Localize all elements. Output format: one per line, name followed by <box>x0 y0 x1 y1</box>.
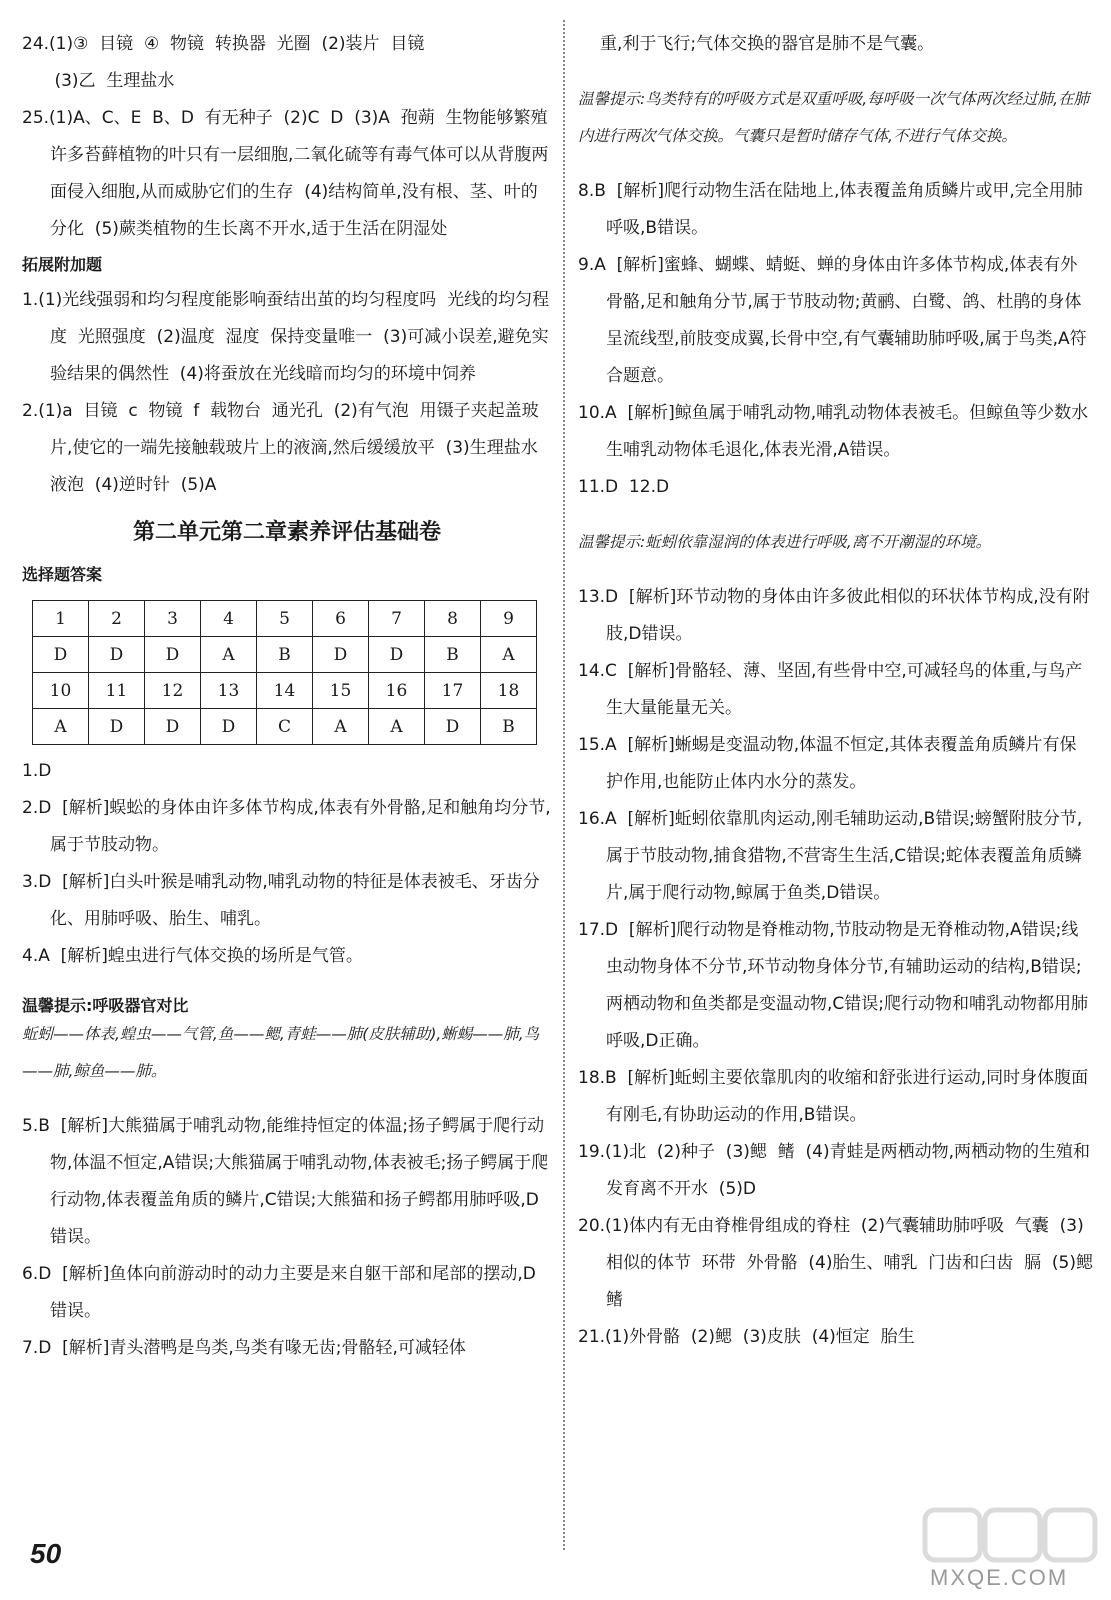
table-cell: 1 <box>33 601 89 637</box>
table-cell: 6 <box>313 601 369 637</box>
choice-answer-table <box>32 600 537 745</box>
table-cell: 12 <box>145 673 201 709</box>
table-cell: 5 <box>257 601 313 637</box>
q2: 2.D [解析]蜈蚣的身体由许多体节构成,体表有外骨骼,足和触角均分节,属于节肢动物。 <box>22 798 551 855</box>
table-cell: 16 <box>369 673 425 709</box>
q9: 9.A [解析]蜜蜂、蝴蝶、蜻蜓、蝉的身体由许多体节构成,体表有外骨骼,足和触角分节,属于节肢动物;黄鹂、白鹭、鸽、杜鹃的身体呈流线型,前肢变成翼,长骨中空,有气囊辅助肺呼吸,属于鸟类,A符合题意。 <box>578 255 1087 386</box>
extension-heading: 拓展附加题 <box>22 255 103 274</box>
answer-25: 25.(1)A、C、E B、D 有无种子 (2)C D (3)A 孢蒴 生物能够繁殖 许多苔藓植物的叶只有一层细胞,二氧化硫等有毒气体可以从背腹两面侵入细胞,从而威胁它们的生存 (4)结构简单,没有根、茎、叶的分化 (5)蕨类植物的生长离不开水,适于生活在阴湿处 <box>22 108 559 239</box>
q16: 16.A [解析]蚯蚓依靠肌肉运动,刚毛辅助运动,B错误;螃蟹附肢分节,属于节肢动物,捕食猎物,不营寄生生活,C错误;蛇体表覆盖角质鳞片,属于爬行动物,鲸属于鱼类,D错误。 <box>578 809 1083 903</box>
q17: 17.D [解析]爬行动物是脊椎动物,节肢动物是无脊椎动物,A错误;线虫动物身体不分节,环节动物身体分节,有辅助运动的结构,B错误;两栖动物和鱼类都是变温动物,C错误;爬行动物和哺乳动物都用肺呼吸,D正确。 <box>578 920 1089 1051</box>
table-cell: A <box>201 637 257 673</box>
table-cell: 8 <box>425 601 481 637</box>
q3: 3.D [解析]白头叶猴是哺乳动物,哺乳动物的特征是体表被毛、牙齿分化、用肺呼吸、胎生、哺乳。 <box>22 872 540 929</box>
table-cell: 4 <box>201 601 257 637</box>
table-cell: C <box>257 709 313 745</box>
table-cell: A <box>313 709 369 745</box>
q1: 1.D <box>22 761 52 781</box>
table-cell: 17 <box>425 673 481 709</box>
table-cell: D <box>369 637 425 673</box>
table-cell: 15 <box>313 673 369 709</box>
table-cell: 2 <box>89 601 145 637</box>
table-cell: D <box>89 637 145 673</box>
q20: 20.(1)体内有无由脊椎骨组成的脊柱 (2)气囊辅助肺呼吸 气囊 (3)相似的体节 环带 外骨骼 (4)胎生、哺乳 门齿和臼齿 膈 (5)鳃 鳍 <box>578 1216 1104 1310</box>
table-cell: 11 <box>89 673 145 709</box>
table-cell: B <box>481 709 537 745</box>
tip-earthworm <box>578 524 1093 561</box>
table-cell: D <box>145 709 201 745</box>
table-cell: 9 <box>481 601 537 637</box>
answer-24-cont: (3)乙 生理盐水 <box>22 71 175 91</box>
left-column <box>22 0 559 1367</box>
tip-body: 温馨提示:蚯蚓依靠湿润的体表进行呼吸,离不开潮湿的环境。 <box>578 533 992 551</box>
table-cell: 18 <box>481 673 537 709</box>
table-cell: 3 <box>145 601 201 637</box>
right-column <box>578 0 1104 1356</box>
unit-title: 第二单元第二章素养评估基础卷 <box>132 520 441 545</box>
tip-bird-breathing <box>578 81 1093 155</box>
table-row <box>33 637 537 673</box>
ext-answer-2: 2.(1)a 目镜 c 物镜 f 载物台 通光孔 (2)有气泡 用镊子夹起盖玻片,使它的一端先接触载玻片上的液滴,然后缓缓放平 (3)生理盐水 液泡 (4)逆时针 (5)A <box>22 401 549 495</box>
table-cell: A <box>369 709 425 745</box>
table-cell: D <box>145 637 201 673</box>
q14: 14.C [解析]骨骼轻、薄、坚固,有些骨中空,可减轻鸟的体重,与鸟产生大量能量无关。 <box>578 661 1083 718</box>
q10: 10.A [解析]鲸鱼属于哺乳动物,哺乳动物体表被毛。但鲸鱼等少数水生哺乳动物体毛退化,体表光滑,A错误。 <box>578 403 1089 460</box>
table-cell: D <box>201 709 257 745</box>
table-cell: A <box>481 637 537 673</box>
table-row <box>33 601 537 637</box>
q8: 8.B [解析]爬行动物生活在陆地上,体表覆盖角质鳞片或甲,完全用肺呼吸,B错误。 <box>578 181 1083 238</box>
answer-24: 24.(1)③ 目镜 ④ 物镜 转换器 光圈 (2)装片 目镜 <box>22 34 425 54</box>
page-number: 50 <box>30 1538 62 1569</box>
tip-body: 蚯蚓——体表,蝗虫——气管,鱼——鳃,青蛙——肺(皮肤辅助),蜥蜴——肺,鸟——肺,鲸鱼——肺。 <box>22 1025 540 1080</box>
table-cell: D <box>89 709 145 745</box>
choice-answers-heading: 选择题答案 <box>22 565 103 584</box>
q6: 6.D [解析]鱼体向前游动时的动力主要是来自躯干部和尾部的摆动,D错误。 <box>22 1264 536 1321</box>
q7-continued: 重,利于飞行;气体交换的器官是肺不是气囊。 <box>600 34 935 54</box>
q11-12: 11.D 12.D <box>578 477 670 497</box>
q15: 15.A [解析]蜥蜴是变温动物,体温不恒定,其体表覆盖角质鳞片有保护作用,也能防止体内水分的蒸发。 <box>578 735 1077 792</box>
table-row <box>33 709 537 745</box>
table-cell: 10 <box>33 673 89 709</box>
q21: 21.(1)外骨骼 (2)鳃 (3)皮肤 (4)恒定 胎生 <box>578 1327 915 1347</box>
q19: 19.(1)北 (2)种子 (3)鳃 鳍 (4)青蛙是两栖动物,两栖动物的生殖和发育离不开水 (5)D <box>578 1142 1090 1199</box>
q7: 7.D [解析]青头潜鸭是鸟类,鸟类有喙无齿;骨骼轻,可减轻体 <box>22 1338 466 1358</box>
table-cell: A <box>33 709 89 745</box>
table-cell: 7 <box>369 601 425 637</box>
table-cell: 13 <box>201 673 257 709</box>
column-divider <box>563 20 565 1550</box>
table-cell: B <box>425 637 481 673</box>
q4: 4.A [解析]蝗虫进行气体交换的场所是气管。 <box>22 946 363 966</box>
watermark-text: MXQE.COM <box>930 1565 1069 1590</box>
tip-body: 温馨提示:鸟类特有的呼吸方式是双重呼吸,每呼吸一次气体两次经过肺,在肺内进行两次气体交换。气囊只是暂时储存气体,不进行气体交换。 <box>578 90 1090 145</box>
table-cell: D <box>425 709 481 745</box>
table-cell: D <box>33 637 89 673</box>
table-cell: 14 <box>257 673 313 709</box>
ext-answer-1: 1.(1)光线强弱和均匀程度能影响蚕结出茧的均匀程度吗 光线的均匀程度 光照强度 (2)温度 湿度 保持变量唯一 (3)可减小误差,避免实验结果的偶然性 (4)将蚕放在光线暗而均匀的环境中饲养 <box>22 290 550 384</box>
q5: 5.B [解析]大熊猫属于哺乳动物,能维持恒定的体温;扬子鳄属于爬行动物,体温不恒定,A错误;大熊猫属于哺乳动物,体表被毛;扬子鳄属于爬行动物,体表覆盖角质的鳞片,C错误;大熊猫和扬子鳄都用肺呼吸,D错误。 <box>22 1116 549 1247</box>
q13: 13.D [解析]环节动物的身体由许多彼此相似的环状体节构成,没有附肢,D错误。 <box>578 587 1090 644</box>
tip-respiratory-organs <box>22 993 552 1090</box>
q18: 18.B [解析]蚯蚓主要依靠肌肉的收缩和舒张进行运动,同时身体腹面有刚毛,有协助运动的作用,B错误。 <box>578 1068 1089 1125</box>
table-cell: D <box>313 637 369 673</box>
table-cell: B <box>257 637 313 673</box>
tip-title: 温馨提示:呼吸器官对比 <box>22 996 189 1015</box>
table-row <box>33 673 537 709</box>
